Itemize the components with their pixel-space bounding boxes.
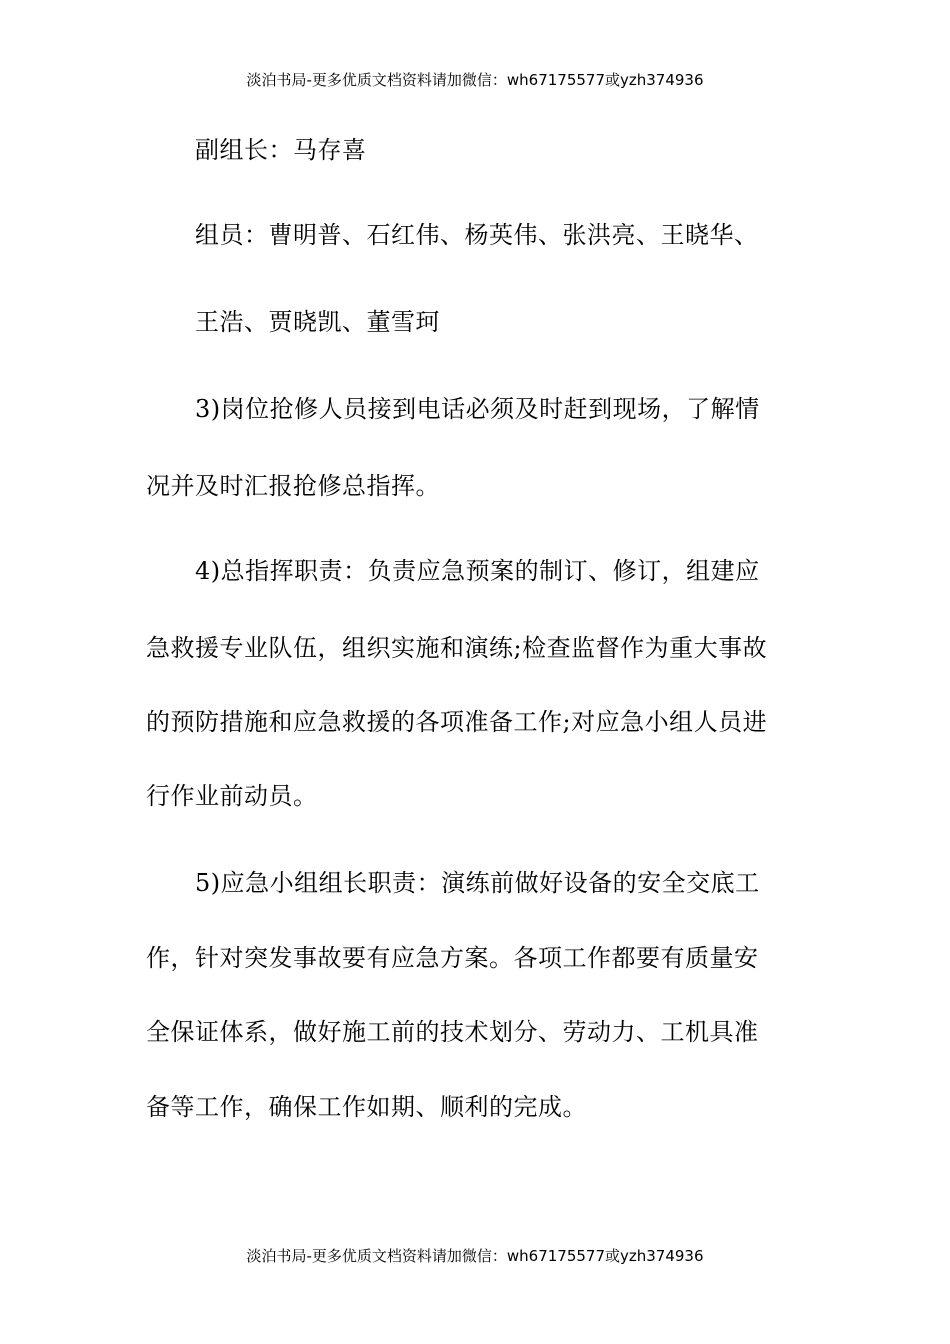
line-item-4-cont-3: 行作业前动员。 <box>146 782 318 810</box>
line-item-4-cont-2: 的预防措施和应急救援的各项准备工作;对应急小组人员进 <box>146 708 768 736</box>
line-item-4: 4)总指挥职责：负责应急预案的制订、修订，组建应 <box>195 557 760 585</box>
page-footer-watermark: 淡泊书局-更多优质文档资料请加微信：wh67175577或yzh374936 <box>246 1247 704 1265</box>
line-item-5-cont-3: 备等工作，确保工作如期、顺利的完成。 <box>146 1093 587 1121</box>
page-header-watermark: 淡泊书局-更多优质文档资料请加微信：wh67175577或yzh374936 <box>246 71 704 89</box>
line-item-5-cont-1: 作，针对突发事故要有应急方案。各项工作都要有质量安 <box>146 944 759 972</box>
line-deputy-leader: 副组长：马存喜 <box>195 136 367 164</box>
line-members: 组员：曹明普、石红伟、杨英伟、张洪亮、王晓华、 <box>195 221 759 249</box>
line-members-cont: 王浩、贾晓凯、董雪珂 <box>195 308 440 336</box>
line-item-5-cont-2: 全保证体系，做好施工前的技术划分、劳动力、工机具准 <box>146 1018 759 1046</box>
line-item-5: 5)应急小组组长职责：演练前做好设备的安全交底工 <box>195 869 760 897</box>
line-item-3-cont: 况并及时汇报抢修总指挥。 <box>146 472 440 500</box>
line-item-4-cont-1: 急救援专业队伍，组织实施和演练;检查监督作为重大事故 <box>146 634 768 662</box>
line-item-3: 3)岗位抢修人员接到电话必须及时赶到现场，了解情 <box>195 395 760 423</box>
